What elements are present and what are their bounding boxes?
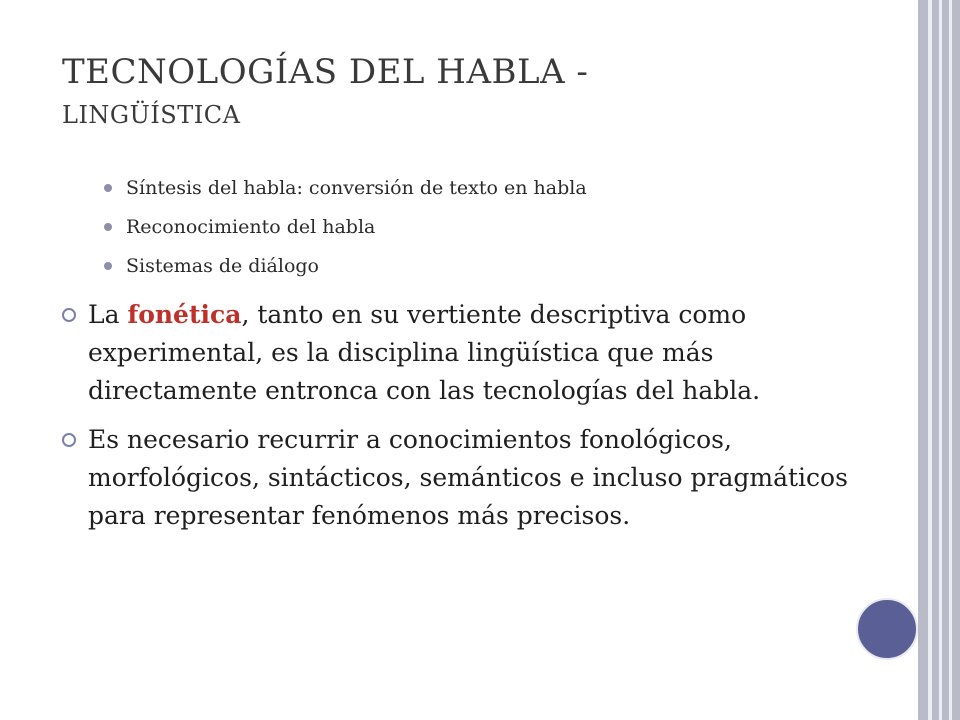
main-bullet-item: [60, 296, 850, 410]
main-bullet-item: [60, 421, 850, 535]
sub-bullet-text: Reconocimiento del habla: [126, 216, 376, 238]
right-stripe-line: [949, 0, 952, 720]
paragraph-1-rest: , tanto en su vertiente descriptiva como experimental, es la disciplina lingüística que más directamente entronca con las tecnologías del habla.: [88, 300, 761, 405]
paragraph-2: Es necesario recurrir a conocimientos fonológicos, morfológicos, sintácticos, semánticos e incluso pragmáticos para representar fenómenos más precisos.: [88, 425, 848, 530]
sub-bullet-text: Síntesis del habla: conversión de texto en habla: [126, 177, 587, 199]
bullet-dot-icon: [104, 184, 112, 192]
decorative-circle: [856, 598, 918, 660]
paragraph-1-start: La: [88, 300, 128, 329]
highlight-term: fonética: [127, 300, 242, 329]
main-bullet-list: [60, 296, 850, 546]
bullet-dot-icon: [104, 262, 112, 270]
sub-bullet-item: [104, 217, 587, 238]
bullet-ring-icon: [62, 308, 76, 322]
paragraph-1: [88, 300, 760, 405]
bullet-ring-icon: [62, 433, 76, 447]
slide-title-line2: LINGÜÍSTICA: [62, 100, 241, 129]
slide-title: [62, 52, 842, 130]
right-stripe-line: [939, 0, 942, 720]
bullet-dot-icon: [104, 223, 112, 231]
sub-bullet-item: [104, 178, 587, 199]
sub-bullet-text: Sistemas de diálogo: [126, 255, 319, 277]
right-stripe-line: [928, 0, 932, 720]
sub-bullet-list: [104, 178, 587, 295]
slide-title-line1: TECNOLOGÍAS DEL HABLA -: [62, 52, 589, 92]
sub-bullet-item: [104, 256, 587, 277]
